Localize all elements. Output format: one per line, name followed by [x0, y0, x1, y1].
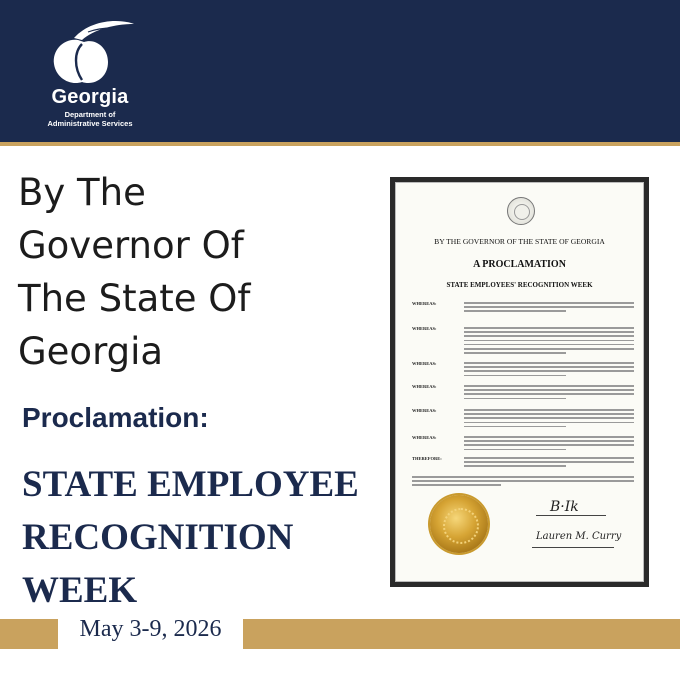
event-date: May 3-9, 2026	[79, 616, 222, 642]
date-bar-left	[0, 619, 58, 649]
georgia-logo[interactable]	[30, 18, 150, 128]
clause-label: WHEREAS:	[412, 408, 437, 413]
clause-label: WHEREAS:	[412, 301, 437, 306]
clause-text-line	[464, 340, 634, 342]
header-banner	[0, 0, 680, 142]
clause-text-line	[464, 422, 634, 424]
clause-text-line	[464, 436, 634, 438]
logo-wordmark: Georgia	[51, 86, 129, 108]
clause-text-line	[464, 409, 634, 411]
document-page	[395, 182, 644, 582]
clause-label: THEREFORE:	[412, 456, 442, 461]
document-title: A PROCLAMATION	[473, 259, 566, 270]
clause-text-line	[464, 348, 634, 350]
proclamation-document-image	[390, 177, 649, 587]
logo-subtitle-line: Department of	[64, 110, 116, 119]
clause-label: WHEREAS:	[412, 384, 437, 389]
clause-text-line	[464, 444, 634, 446]
closing-text-line	[412, 480, 634, 482]
logo-subtitle	[30, 110, 150, 128]
clause-text-line	[464, 457, 634, 459]
clause-text-lines	[464, 302, 634, 315]
date-bar-right	[243, 619, 680, 649]
clause-text-line	[464, 306, 634, 308]
governor-signature-icon: B·Ik	[550, 499, 579, 515]
clause-label: WHEREAS:	[412, 435, 437, 440]
clause-text-line	[464, 465, 566, 467]
event-title-line: STATE EMPLOYEE	[22, 464, 359, 505]
clause-text-line	[464, 366, 634, 368]
closing-text-line	[412, 484, 501, 486]
proclamation-label: Proclamation:	[22, 402, 209, 433]
clause-text-lines	[464, 362, 634, 379]
signature-line	[532, 547, 614, 548]
clause-text-line	[464, 426, 566, 428]
clause-text-line	[464, 449, 566, 451]
headline	[18, 166, 338, 378]
document-heading: BY THE GOVERNOR OF THE STATE OF GEORGIA	[434, 237, 605, 246]
document-subtitle: STATE EMPLOYEES' RECOGNITION WEEK	[446, 281, 593, 289]
clause-text-line	[464, 310, 566, 312]
headline-line: By The	[18, 171, 146, 214]
secretary-signature-icon: Lauren M. Curry	[536, 531, 622, 542]
logo-subtitle-line: Administrative Services	[47, 119, 133, 128]
clause-text-line	[464, 389, 634, 391]
gold-seal-icon	[430, 495, 488, 553]
clause-text-line	[464, 440, 634, 442]
event-title	[22, 458, 382, 617]
clause-text-line	[464, 375, 566, 377]
clause-text-line	[464, 370, 634, 372]
signature-line	[536, 515, 606, 516]
clause-text-line	[464, 417, 634, 419]
peach-icon	[30, 18, 150, 88]
clause-text-lines	[464, 436, 634, 453]
closing-text-line	[412, 476, 634, 478]
clause-label: WHEREAS:	[412, 326, 437, 331]
clause-text-line	[464, 393, 634, 395]
clause-text-line	[464, 335, 634, 337]
clause-text-line	[464, 302, 634, 304]
clause-label: WHEREAS:	[412, 361, 437, 366]
clause-text-line	[464, 413, 634, 415]
clause-text-line	[464, 362, 634, 364]
clause-text-line	[464, 461, 634, 463]
header-gold-rule	[0, 142, 680, 146]
clause-text-line	[464, 385, 634, 387]
headline-line: The State Of	[18, 277, 251, 320]
headline-line: Governor Of	[18, 224, 244, 267]
clause-text-line	[464, 352, 566, 354]
state-seal-icon	[507, 197, 535, 225]
clause-text-lines	[464, 385, 634, 402]
clause-text-line	[464, 331, 634, 333]
clause-text-line	[464, 344, 634, 346]
event-title-line: RECOGNITION	[22, 517, 294, 558]
headline-line: Georgia	[18, 330, 164, 373]
clause-text-lines	[464, 327, 634, 356]
clause-text-lines	[464, 409, 634, 430]
clause-text-line	[464, 327, 634, 329]
clause-text-line	[464, 398, 566, 400]
event-title-line: WEEK	[22, 570, 138, 611]
clause-text-lines	[464, 457, 634, 470]
